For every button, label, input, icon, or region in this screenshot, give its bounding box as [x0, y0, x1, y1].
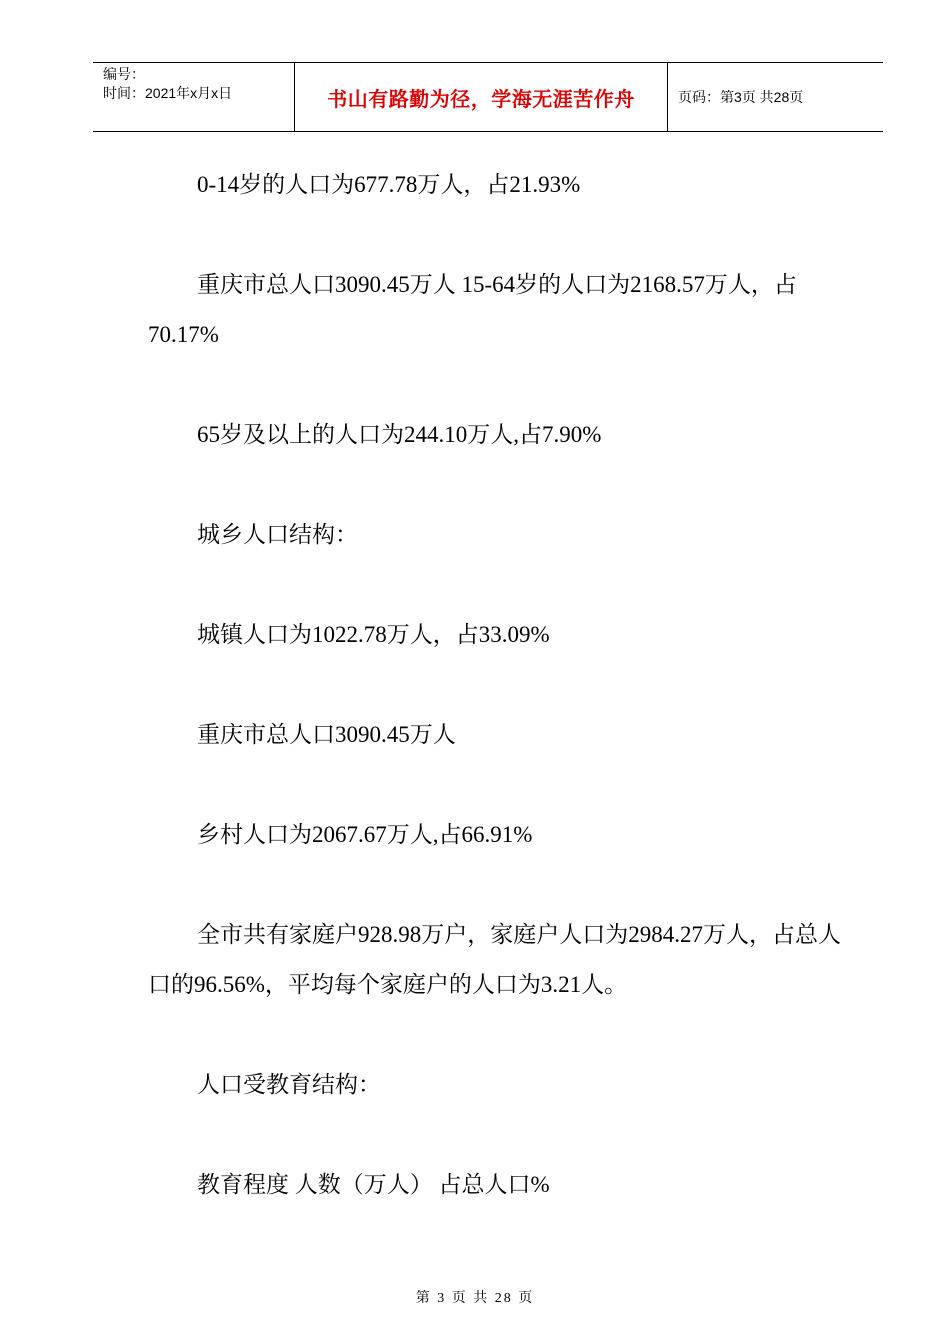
heading-education: 人口受教育结构： — [197, 1072, 381, 1097]
header-motto: 书山有路勤为径，学海无涯苦作舟 — [295, 63, 668, 131]
paragraph-total-population: 重庆市总人口3090.45万人 — [197, 722, 456, 747]
page-header — [93, 62, 883, 132]
code-label: 编号： — [103, 66, 145, 82]
paragraph-age-65-plus: 65岁及以上的人口为244.10万人,占7.90% — [197, 422, 602, 447]
page-footer: 第 3 页 共 28 页 — [415, 1291, 535, 1306]
paragraph-age-0-14: 0-14岁的人口为677.78万人，占21.93% — [197, 172, 581, 197]
header-meta — [93, 63, 295, 131]
paragraph-age-15-64: 重庆市总人口3090.45万人 15-64岁的人口为2168.57万人，占70.17% — [148, 272, 797, 347]
heading-urban-rural: 城乡人口结构： — [197, 522, 358, 547]
paragraph-urban: 城镇人口为1022.78万人，占33.09% — [197, 622, 550, 647]
paragraph-rural: 乡村人口为2067.67万人,占66.91% — [197, 822, 533, 847]
time-label: 时间：2021年x月x日 — [103, 85, 233, 101]
education-table-header: 教育程度 人数（万人） 占总人口% — [197, 1172, 550, 1197]
document-body — [148, 160, 848, 1260]
header-page-info: 页码：第3页 共28页 — [678, 89, 804, 105]
paragraph-households: 全市共有家庭户928.98万户，家庭户人口为2984.27万人，占总人口的96.56%，平均每个家庭户的人口为3.21人。 — [148, 922, 841, 997]
